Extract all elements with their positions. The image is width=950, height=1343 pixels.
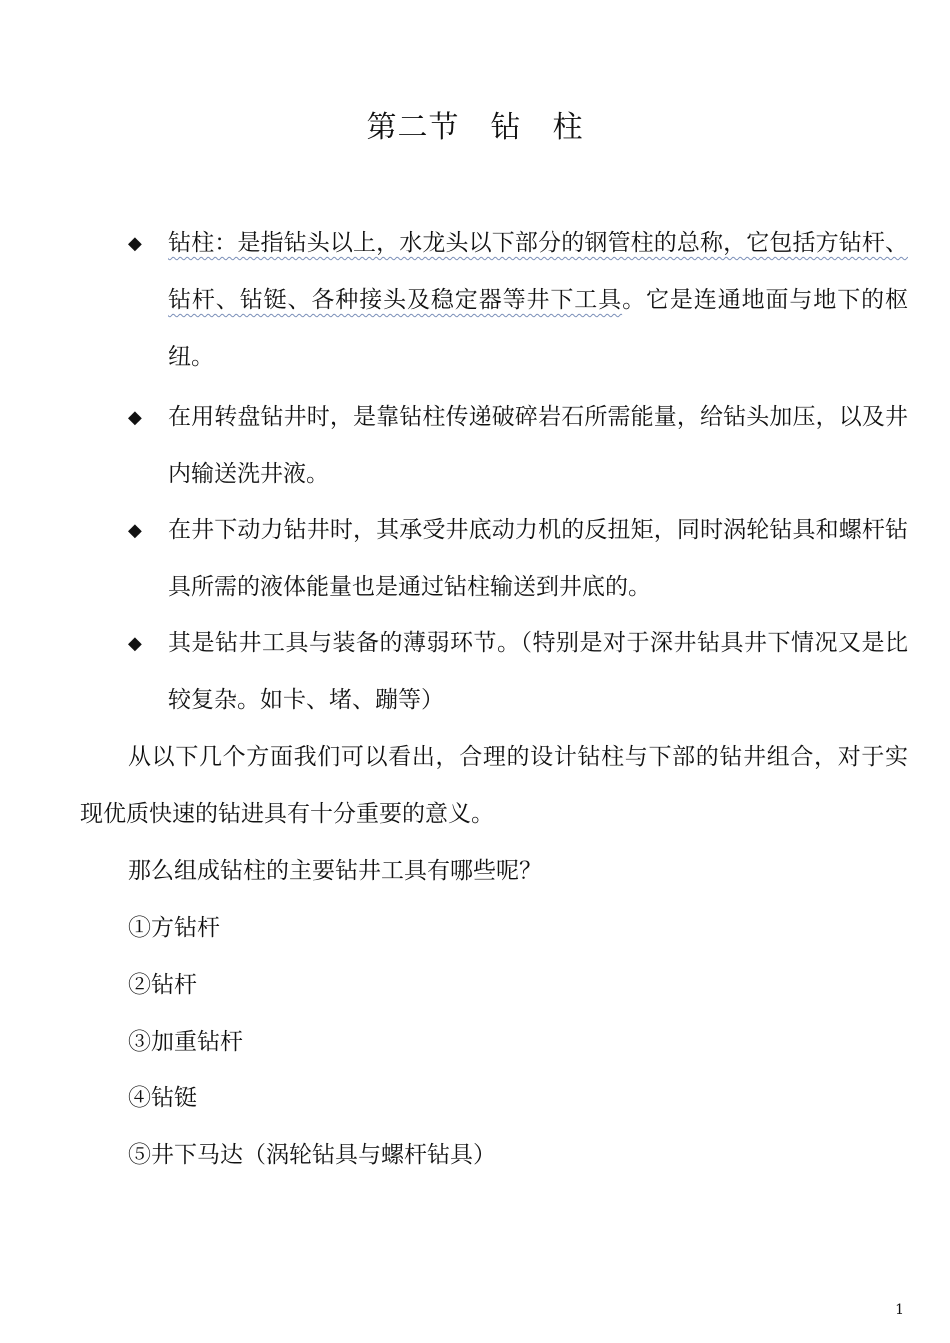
section-title: 第二节 钻 柱 — [366, 110, 584, 145]
tool-list-item: ①方钻杆 — [128, 915, 220, 941]
spellcheck-underlined-text: 钻柱：是指钻头以上，水龙头以下部分的钢管柱的总称，它包括方钻杆、钻杆、钻铤、各种接头及稳定器等井下工具 — [168, 230, 908, 313]
tool-list-item: ⑤井下马达（涡轮钻具与螺杆钻具） — [128, 1142, 496, 1168]
question-line: 那么组成钻柱的主要钻井工具有哪些呢？ — [128, 858, 542, 884]
bullet-text: 在井下动力钻井时，其承受井底动力机的反扭矩，同时涡轮钻具和螺杆钻具所需的液体能量也是通过钻柱输送到井底的。 — [168, 517, 908, 600]
bullet-text — [168, 215, 908, 386]
tool-list-item: ④钻铤 — [128, 1085, 197, 1111]
diamond-bullet-icon: ◆ — [128, 233, 142, 254]
diamond-bullet-icon: ◆ — [128, 520, 142, 541]
body-paragraph: 从以下几个方面我们可以看出，合理的设计钻柱与下部的钻井组合，对于实现优质快速的钻进具有十分重要的意义。 — [80, 744, 908, 827]
tool-list-item: ③加重钻杆 — [128, 1029, 243, 1055]
tool-list-item: ②钻杆 — [128, 972, 197, 998]
diamond-bullet-icon: ◆ — [128, 633, 142, 654]
diamond-bullet-icon: ◆ — [128, 407, 142, 428]
bullet-text: 其是钻井工具与装备的薄弱环节。（特别是对于深井钻具井下情况又是比较复杂。如卡、堵、蹦等） — [168, 630, 908, 713]
bullet-text: 在用转盘钻井时，是靠钻柱传递破碎岩石所需能量，给钻头加压，以及井内输送洗井液。 — [168, 404, 908, 487]
bullet-text-rest: 。它是连通地面与地下的枢纽。 — [168, 287, 909, 370]
page-number: 1 — [895, 1302, 904, 1318]
